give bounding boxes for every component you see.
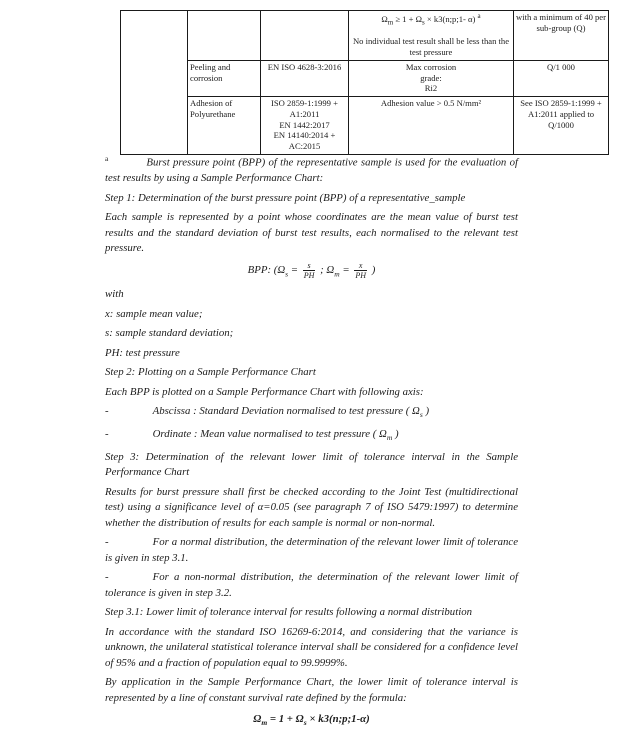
formula-subscript: s	[419, 410, 423, 420]
table-cell-acceptance-criteria	[349, 11, 514, 61]
formula-text: =	[288, 263, 301, 276]
definition-ph: PH: test pressure	[105, 346, 180, 359]
formula-subscript: s	[303, 718, 307, 728]
step1-heading: Step 1: Determination of the burst pressure point (BPP) of a representative_sample	[105, 191, 466, 204]
requirement-line: grade:	[420, 72, 442, 83]
table-cell-empty	[261, 11, 349, 61]
formula-subscript: m	[387, 18, 394, 27]
table-cell-minimum-sampling: with a minimum of 40 per sub-group (Q)	[514, 11, 609, 61]
omega-criterion-formula	[351, 12, 511, 27]
formula-text: × k3(n;p;1- α)	[424, 13, 478, 24]
step2-heading: Step 2: Plotting on a Sample Performance Chart	[105, 366, 316, 379]
lower-limit-formula	[105, 712, 518, 731]
fraction-numerator: x	[358, 260, 363, 270]
formula-subscript: s	[422, 18, 425, 27]
fraction-numerator: s	[307, 260, 311, 270]
fraction-x-over-ph	[354, 261, 367, 280]
table-cell-sampling: See ISO 2859-1:1999 + A1:2011 applied to Q/1000	[514, 97, 609, 155]
formula-text: ≥ 1 + Ω	[393, 13, 423, 24]
table-cell-empty-left	[121, 11, 188, 155]
bullet-text-tail: )	[392, 428, 399, 441]
standard-line: EN 14140:2014 + AC:2015	[273, 130, 336, 152]
bullet-text-tail: )	[422, 405, 430, 418]
bullet-ordinate	[105, 427, 518, 446]
formula-text: × k3(n;p;1-α)	[306, 713, 370, 726]
fraction-s-over-ph	[303, 261, 316, 280]
dash-glyph: -	[105, 536, 109, 549]
table-cell-standard	[261, 97, 349, 155]
formula-text: = 1 + Ω	[267, 713, 304, 726]
standard-line: ISO 2859-1:1999 + A1:2011	[271, 98, 338, 119]
standard-line: EN ISO 4628-3:2016	[267, 62, 342, 72]
table-cell-test-name: Adhesion of Polyurethane	[188, 97, 261, 155]
formula-text: Ω	[381, 13, 388, 24]
requirement-line: Max corrosion	[405, 62, 457, 72]
table-cell-requirement	[349, 61, 514, 97]
no-individual-result-note: No individual test result shall be less than the test pressure	[352, 36, 510, 58]
formula-subscript: m	[334, 268, 340, 278]
bullet-text: For a normal distribution, the determination of the relevant lower limit of tolerance is given in step 3.1.	[105, 536, 518, 564]
fraction-denominator: PH	[303, 270, 315, 280]
table-cell-requirement: Adhesion value > 0.5 N/mm²	[349, 97, 514, 155]
with-label: with	[105, 288, 124, 301]
bullet-abscissa	[105, 404, 518, 423]
footnote-ref-a: a	[477, 12, 481, 20]
dash-glyph: -	[105, 571, 109, 584]
bpp-formula	[105, 261, 518, 282]
step3-heading: Step 3: Determination of the relevant lower limit of tolerance interval in the Sample Performance Chart	[105, 450, 518, 479]
paragraph-each-sample: Each sample is represented by a point whose coordinates are the mean value of burst test results and the standard deviation of burst test results, each normalised to the relevant test pressure.	[105, 211, 518, 255]
formula-text: Ω	[253, 713, 262, 726]
footnote-intro-text: Burst pressure point (BPP) of the representative sample is used for the evaluation of test results by using a Sample Performance Chart:	[105, 156, 518, 185]
formula-subscript: m	[386, 433, 393, 443]
bullet-text: Ordinate : Mean value normalised to test pressure ( Ω	[152, 428, 387, 441]
dash-glyph: -	[105, 428, 109, 441]
requirement-line: Ri2	[424, 83, 438, 94]
requirements-table	[120, 10, 609, 155]
formula-text: )	[369, 263, 376, 276]
formula-subscript: m	[261, 718, 268, 728]
bullet-nonnormal-distribution	[105, 570, 518, 601]
standard-line: EN 1442:2017	[279, 119, 330, 130]
fraction-denominator: PH	[355, 270, 367, 280]
table-cell-sampling: Q/1 000	[514, 61, 609, 97]
footnote-block	[105, 151, 518, 737]
step31-heading: Step 3.1: Lower limit of tolerance interval for results following a normal distribution	[105, 606, 472, 619]
table-cell-test-name: Peeling and corrosion	[188, 61, 261, 97]
formula-subscript: s	[285, 268, 289, 278]
bullet-normal-distribution	[105, 535, 518, 566]
table-cell-standard	[261, 61, 349, 97]
formula-text: BPP: (Ω	[247, 263, 286, 276]
formula-text: ; Ω	[317, 263, 335, 276]
paragraph-each-bpp: Each BPP is plotted on a Sample Performance Chart with following axis:	[105, 385, 424, 398]
table-cell-empty	[188, 11, 261, 61]
paragraph-results: Results for burst pressure shall first be checked according to the Joint Test (multidirectional test) using a significance level of α=0.05 (see paragraph 7 of ISO 5479:1997) to determine whether the distribution of results for each sample is normal or non-normal.	[105, 485, 518, 529]
bullet-text: For a non-normal distribution, the determination of the relevant lower limit of tolerance is given in step 3.2.	[105, 571, 518, 599]
definition-s: s: sample standard deviation;	[105, 327, 234, 340]
bullet-text: Abscissa : Standard Deviation normalised to test pressure ( Ω	[152, 405, 420, 418]
formula-text: =	[339, 263, 353, 276]
footnote-marker: a	[105, 154, 109, 163]
definition-x: x: sample mean value;	[105, 307, 203, 320]
dash-glyph: -	[105, 405, 109, 418]
paragraph-accordance: In accordance with the standard ISO 16269-6:2014, and considering that the variance is unknown, the unilateral statistical tolerance interval shall be considered for a confidence level of 95% and a fraction of population equal to 99.9999%.	[105, 625, 518, 669]
paragraph-application: By application in the Sample Performance Chart, the lower limit of tolerance interval is represented by a line of constant survival rate defined by the formula:	[105, 676, 518, 704]
footnote-intro-paragraph	[105, 151, 518, 187]
